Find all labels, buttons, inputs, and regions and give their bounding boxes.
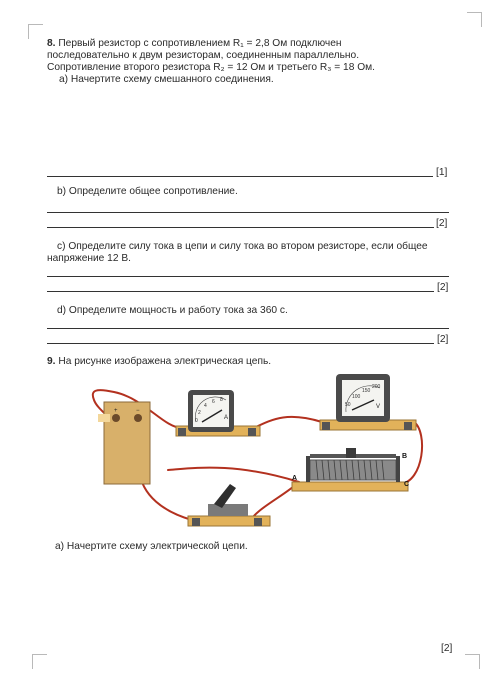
q9-marks: [2] <box>441 643 453 654</box>
voltmeter-tick-50: 50 <box>345 402 351 408</box>
crop-mark-top-left <box>28 24 43 39</box>
q8-line-3: Сопротивление второго резистора R₂ = 12 Ом и третьего R₃ = 18 Ом. <box>47 62 375 73</box>
answer-line-a[interactable] <box>47 176 433 177</box>
q8-line-1 <box>47 38 342 51</box>
battery-plus: + <box>114 408 118 414</box>
answer-line-c-2[interactable] <box>47 291 434 292</box>
wire-ammeter-voltmeter <box>254 417 322 428</box>
ammeter-tick-6: 6 <box>212 399 215 405</box>
battery <box>98 402 150 484</box>
voltmeter-tick-200: 200 <box>372 384 381 390</box>
q8-line-2: последовательно к двум резисторам, соединенным параллельно. <box>47 50 360 61</box>
crop-mark-top-right <box>467 12 482 27</box>
rheostat-label-a: A <box>292 475 298 482</box>
rheostat-label-c: C <box>404 481 410 488</box>
q8-b-marks: [2] <box>436 218 448 229</box>
crop-mark-bottom-right <box>465 654 480 669</box>
q8-part-c-line-1: c) Определите силу тока в цепи и силу тока во втором резисторе, если общее <box>57 241 428 252</box>
q9-line <box>47 356 271 369</box>
ammeter-tick-8: 8 <box>220 397 223 403</box>
rheostat-label-b: B <box>402 453 408 460</box>
q8-c-marks: [2] <box>437 282 449 293</box>
wire-battery-rheostat <box>168 468 299 482</box>
answer-line-d-1[interactable] <box>47 328 449 329</box>
q8-part-c-line-2: напряжение 12 В. <box>47 253 131 264</box>
crop-mark-bottom-left <box>32 654 47 669</box>
answer-line-b-1[interactable] <box>47 212 449 213</box>
voltmeter-tick-150: 150 <box>362 388 371 394</box>
ammeter-tick-0: 0 <box>195 418 198 424</box>
ammeter-unit: A <box>224 415 229 421</box>
q8-part-d: d) Определите мощность и работу тока за 360 с. <box>57 305 288 316</box>
battery-minus: − <box>136 408 140 414</box>
answer-line-d-2[interactable] <box>47 343 434 344</box>
ammeter <box>176 390 260 436</box>
rheostat <box>292 448 409 491</box>
q9-part-a: а) Начертите схему электрической цепи. <box>55 541 248 552</box>
q8-part-b: b) Определите общее сопротивление. <box>57 186 238 197</box>
voltmeter-tick-100: 100 <box>352 394 361 400</box>
q8-part-a: а) Начертите схему смешанного соединения. <box>59 74 274 85</box>
q9-text: На рисунке изображена электрическая цепь. <box>58 356 272 367</box>
voltmeter <box>320 374 416 430</box>
ammeter-tick-2: 2 <box>198 410 201 416</box>
answer-line-b-2[interactable] <box>47 227 434 228</box>
voltmeter-unit: V <box>376 404 381 410</box>
ammeter-tick-4: 4 <box>204 403 207 409</box>
q8-d-marks: [2] <box>437 334 449 345</box>
q9-number: 9. <box>47 356 56 367</box>
switch <box>188 484 270 526</box>
circuit-figure <box>84 370 424 532</box>
q8-number: 8. <box>47 38 56 49</box>
q8-a-marks: [1] <box>436 167 448 178</box>
q8-text-1: Первый резистор с сопротивлением R₁ = 2,8 Ом подключен <box>58 38 342 49</box>
answer-line-c-1[interactable] <box>47 276 449 277</box>
